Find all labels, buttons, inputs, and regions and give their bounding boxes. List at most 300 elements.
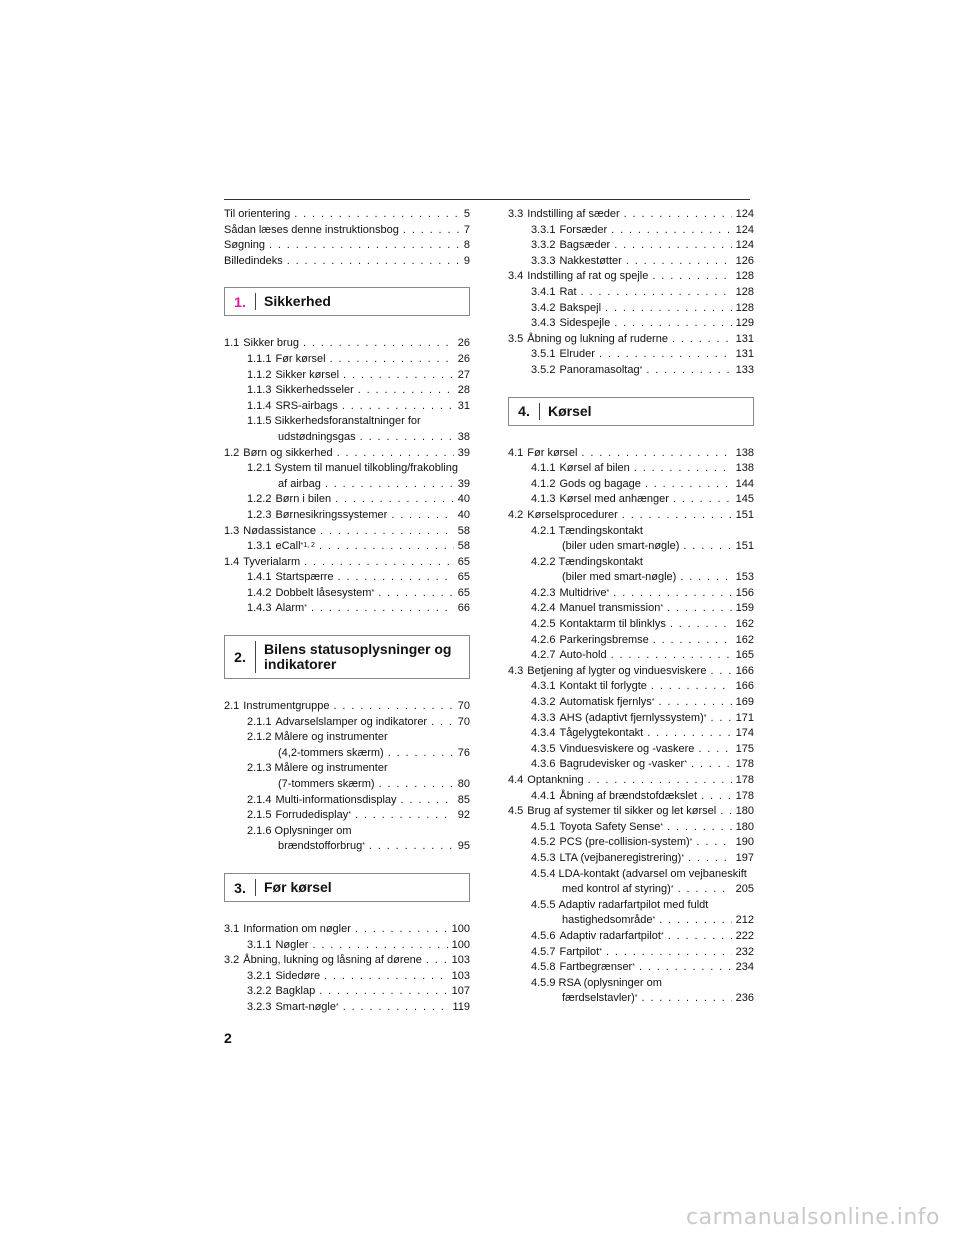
- entry-continuation: [247, 746, 470, 762]
- toc-entry[interactable]: [224, 207, 470, 223]
- toc-heading: [224, 254, 470, 270]
- entry-page: 236: [735, 992, 754, 1005]
- leader-dots: [641, 477, 732, 493]
- entry-number: 3.2.3: [247, 1000, 272, 1013]
- toc-heading: [224, 953, 470, 969]
- footnote-marker: *: [652, 916, 656, 924]
- entry-title: Vinduesviskere og -vaskere: [559, 742, 695, 755]
- toc-entry[interactable]: [224, 238, 470, 254]
- leader-dots: [307, 601, 454, 617]
- entry-page: 65: [457, 586, 470, 599]
- toc-entry[interactable]: [508, 207, 754, 223]
- toc-multiline[interactable]: [531, 898, 754, 929]
- entry-title: Adaptiv radarfartpilot*: [559, 929, 664, 942]
- entry-title: Nøgler: [275, 938, 309, 951]
- toc-heading: [508, 207, 754, 223]
- toc-entry[interactable]: [531, 742, 754, 758]
- entry-number: 4.4: [508, 774, 524, 786]
- toc-subentry: [508, 316, 754, 332]
- toc-entry[interactable]: [531, 633, 754, 649]
- toc-multiline[interactable]: [247, 414, 470, 445]
- entry-continuation: [247, 430, 470, 446]
- toc-subentry: [508, 347, 754, 363]
- entry-number: 3.3.2: [531, 239, 556, 252]
- entry-title: Information om nøgler: [243, 923, 351, 935]
- entry-title: brændstofforbrug*: [278, 840, 365, 853]
- toc-subentry: [508, 929, 754, 945]
- entry-page: 124: [735, 239, 754, 252]
- toc-subentry: [508, 757, 754, 773]
- entry-title: Parkeringsbremse: [559, 633, 649, 646]
- toc-entry[interactable]: [224, 446, 470, 462]
- toc-entry[interactable]: [562, 991, 754, 1007]
- toc-entry[interactable]: [531, 316, 754, 332]
- entry-title: eCall$^{*1, 2}$: [275, 540, 315, 553]
- section-number: 4.: [509, 403, 540, 420]
- toc-entry[interactable]: [508, 773, 754, 789]
- toc-subentry: [508, 648, 754, 664]
- footnote-marker: *: [689, 838, 693, 846]
- entry-number: 4.5: [508, 805, 524, 818]
- entry-page: 27: [457, 368, 470, 381]
- toc-entry[interactable]: [531, 492, 754, 508]
- entry-title-line: [247, 761, 470, 777]
- entry-number: 1.4.3: [247, 602, 272, 615]
- entry-page: 26: [457, 352, 470, 365]
- leader-dots: [384, 746, 454, 762]
- entry-title: Børn og sikkerhed: [243, 446, 333, 459]
- leader-dots: [630, 461, 732, 477]
- entry-title-wrap: [527, 804, 731, 820]
- toc-heading: [224, 238, 470, 254]
- toc-entry[interactable]: [247, 938, 470, 954]
- toc-entry[interactable]: [531, 679, 754, 695]
- entry-title-wrap: [275, 938, 447, 954]
- entry-number: 1.1.1: [247, 352, 272, 365]
- entry-title: Rat: [559, 285, 577, 298]
- section-header-2[interactable]: [224, 635, 470, 679]
- entry-number: 4.5.8: [531, 961, 556, 974]
- leader-dots: [655, 695, 732, 711]
- entry-title: Toyota Safety Sense*: [559, 820, 664, 833]
- entry-number: 3.2.2: [247, 985, 272, 998]
- entry-page: 222: [735, 929, 754, 942]
- section-number: 1.: [225, 293, 256, 310]
- toc-entry[interactable]: [224, 336, 470, 352]
- entry-title-wrap: [559, 648, 731, 664]
- entry-page: 180: [735, 805, 754, 818]
- toc-entry[interactable]: [247, 808, 470, 824]
- entry-page: 166: [735, 680, 754, 693]
- toc-entry[interactable]: [247, 984, 470, 1000]
- toc-entry[interactable]: [531, 757, 754, 773]
- toc-multiline[interactable]: [247, 461, 470, 492]
- entry-page: 212: [735, 914, 754, 927]
- entry-number: 4.1.2: [531, 477, 556, 490]
- toc-heading: [224, 922, 470, 938]
- entry-title-wrap: [559, 851, 731, 867]
- entry-title: Før kørsel: [527, 446, 578, 459]
- toc-heading: [508, 332, 754, 348]
- toc-entry[interactable]: [247, 586, 470, 602]
- entry-number: 2.1.4: [247, 793, 272, 806]
- leader-dots: [676, 570, 731, 586]
- entry-title-wrap: [527, 773, 731, 789]
- entry-number: 3.2.1: [247, 969, 272, 982]
- toc-entry[interactable]: [531, 586, 754, 602]
- toc-entry[interactable]: [531, 347, 754, 363]
- toc-entry[interactable]: [531, 301, 754, 317]
- leader-dots: [315, 539, 454, 555]
- section-header-4[interactable]: [508, 397, 754, 426]
- entry-title-wrap: [275, 586, 453, 602]
- entry-title-wrap: [224, 238, 460, 254]
- toc-entry[interactable]: [247, 715, 470, 731]
- entry-page: 124: [735, 208, 754, 220]
- leader-dots: [595, 347, 732, 363]
- leader-dots: [684, 851, 732, 867]
- toc-subentry: [224, 461, 470, 492]
- toc-subentry: [224, 969, 470, 985]
- leader-dots: [300, 555, 454, 571]
- entry-continuation: [531, 570, 754, 586]
- toc-subentry: [508, 238, 754, 254]
- entry-title: Bakspejl: [559, 301, 602, 314]
- toc-entry[interactable]: [224, 699, 470, 715]
- toc-entry[interactable]: [531, 461, 754, 477]
- entry-title: Børnesikringssystemer: [275, 508, 388, 521]
- entry-number: 3.3.3: [531, 254, 556, 267]
- entry-title-wrap: [527, 664, 731, 680]
- toc-entry[interactable]: [278, 777, 470, 793]
- entry-page: 76: [457, 746, 470, 759]
- toc-subentry: [224, 761, 470, 792]
- entry-title-wrap: [559, 945, 731, 961]
- toc-entry[interactable]: [562, 913, 754, 929]
- entry-continuation: [247, 777, 470, 793]
- toc-subentry: [508, 835, 754, 851]
- entry-title-wrap: [527, 269, 731, 285]
- entry-title-wrap: [559, 601, 731, 617]
- toc-entry[interactable]: [531, 223, 754, 239]
- watermark: carmanualsonline.info: [686, 1205, 940, 1230]
- toc-subentry: [224, 570, 470, 586]
- entry-page: 128: [735, 285, 754, 298]
- entry-title-wrap: [559, 789, 731, 805]
- toc-entry[interactable]: [224, 524, 470, 540]
- leader-dots: [331, 492, 454, 508]
- entry-number: 2.1.2: [247, 731, 275, 744]
- toc-entry[interactable]: [562, 539, 754, 555]
- toc-entry[interactable]: [247, 508, 470, 524]
- toc-entry[interactable]: [224, 555, 470, 571]
- entry-page: 153: [735, 571, 754, 584]
- entry-number: 4.2.1: [531, 524, 559, 537]
- entry-title: Kørsel af bilen: [559, 462, 630, 475]
- toc-multiline[interactable]: [531, 867, 754, 898]
- toc-entry[interactable]: [562, 882, 754, 898]
- toc-entry[interactable]: [531, 960, 754, 976]
- entry-page: 169: [735, 696, 754, 709]
- leader-dots: [663, 820, 732, 836]
- entry-number: 1.4: [224, 555, 240, 568]
- entry-page: 232: [735, 945, 754, 958]
- toc-subentry: [224, 938, 470, 954]
- toc-subentry: [508, 851, 754, 867]
- entry-page: 103: [451, 969, 470, 982]
- toc-entry[interactable]: [531, 851, 754, 867]
- entry-title: Betjening af lygter og vinduesviskere: [527, 664, 707, 677]
- section-header-3[interactable]: [224, 873, 470, 902]
- footnote-marker: *: [670, 885, 674, 893]
- toc-entry[interactable]: [247, 492, 470, 508]
- entry-title: Multi-informationsdisplay: [275, 793, 397, 806]
- toc-subentry: [224, 601, 470, 617]
- toc-entry[interactable]: [224, 223, 470, 239]
- footnote-marker: *: [606, 588, 610, 596]
- toc-entry[interactable]: [247, 570, 470, 586]
- toc-subentry: [508, 898, 754, 929]
- entry-title: LDA-kontakt (advarsel om vejbaneskift: [558, 867, 747, 880]
- leader-dots: [299, 336, 454, 352]
- entry-number: 4.1: [508, 446, 524, 459]
- leader-dots: [602, 945, 732, 961]
- toc-entry[interactable]: [531, 726, 754, 742]
- entry-title-line: [531, 524, 754, 540]
- toc-entry[interactable]: [278, 477, 470, 493]
- entry-number: 1.4.2: [247, 586, 272, 599]
- toc-entry[interactable]: [247, 368, 470, 384]
- toc-entry[interactable]: [531, 238, 754, 254]
- entry-title: Oplysninger om: [274, 824, 352, 837]
- entry-title: Multidrive*: [559, 586, 610, 599]
- entry-title-wrap: [559, 586, 731, 602]
- entry-title: Åbning og lukning af ruderne: [527, 332, 668, 345]
- entry-title-wrap: [559, 223, 731, 239]
- entry-page: 166: [735, 664, 754, 677]
- toc-entry[interactable]: [247, 399, 470, 415]
- toc-section-4: [508, 446, 754, 1007]
- toc-entry[interactable]: [224, 254, 470, 270]
- entry-number: 4.2.6: [531, 633, 556, 646]
- toc-entry[interactable]: [531, 477, 754, 493]
- leader-dots: [648, 269, 731, 285]
- toc-entry[interactable]: [531, 617, 754, 633]
- top-rule: [224, 199, 750, 200]
- leader-dots: [687, 757, 732, 773]
- entry-number: 4.3.5: [531, 742, 556, 755]
- entry-number: 2.1.1: [247, 715, 272, 728]
- toc-entry[interactable]: [531, 601, 754, 617]
- entry-title: Bagsæder: [559, 239, 611, 252]
- footnote-marker: *: [660, 604, 664, 612]
- toc-entry[interactable]: [224, 922, 470, 938]
- leader-dots: [622, 254, 732, 270]
- entry-title-wrap: [559, 960, 731, 976]
- toc-multiline[interactable]: [531, 976, 754, 1007]
- toc-subentry: [224, 984, 470, 1000]
- toc-entry[interactable]: [531, 789, 754, 805]
- toc-entry[interactable]: [247, 383, 470, 399]
- toc-entry[interactable]: [247, 352, 470, 368]
- toc-entry[interactable]: [247, 793, 470, 809]
- toc-subentry: [508, 820, 754, 836]
- leader-dots: [679, 539, 731, 555]
- leader-dots: [606, 586, 731, 602]
- toc-entry[interactable]: [531, 363, 754, 379]
- toc-section-2: [224, 699, 470, 855]
- section-number: 3.: [225, 879, 256, 896]
- entry-number: 1.3.1: [247, 540, 272, 553]
- entry-title: Dobbelt låsesystem*: [275, 586, 375, 599]
- toc-multiline[interactable]: [247, 824, 470, 855]
- toc-subentry: [508, 789, 754, 805]
- leader-dots: [334, 570, 454, 586]
- entry-title: (biler med smart-nøgle): [562, 571, 677, 584]
- toc-entry[interactable]: [508, 804, 754, 820]
- toc-multiline[interactable]: [531, 555, 754, 586]
- toc-multiline[interactable]: [247, 730, 470, 761]
- entry-title: Tændingskontakt: [558, 555, 643, 568]
- entry-page: 175: [735, 742, 754, 755]
- toc-heading: [224, 555, 470, 571]
- entry-title-line: [247, 414, 470, 430]
- toc-subentry: [224, 824, 470, 855]
- toc-entry[interactable]: [508, 664, 754, 680]
- entry-title: Indstilling af rat og spejle: [527, 270, 649, 283]
- entry-title-wrap: [275, 399, 453, 415]
- entry-title: Startspærre: [275, 571, 334, 584]
- toc-entry[interactable]: [278, 430, 470, 446]
- entry-title-wrap: [243, 555, 453, 571]
- leader-dots: [635, 960, 732, 976]
- toc-entry[interactable]: [531, 945, 754, 961]
- entry-page: 156: [735, 586, 754, 599]
- entry-title-line: [247, 730, 470, 746]
- entry-title-wrap: [243, 336, 453, 352]
- footnote-marker: *: [684, 760, 687, 768]
- entry-number: 3.4.2: [531, 301, 556, 314]
- leader-dots: [703, 711, 731, 727]
- entry-title-wrap: [275, 383, 453, 399]
- leader-dots: [290, 207, 460, 223]
- entry-page: 66: [457, 602, 470, 615]
- toc-entry[interactable]: [247, 969, 470, 985]
- entry-continuation: [531, 539, 754, 555]
- footnote-marker: *: [336, 1002, 339, 1010]
- toc-entry[interactable]: [224, 953, 470, 969]
- toc-subentry: [224, 1000, 470, 1016]
- entry-number: 3.5: [508, 332, 524, 345]
- toc-heading: [508, 446, 754, 462]
- toc-multiline[interactable]: [247, 761, 470, 792]
- leader-dots: [669, 492, 732, 508]
- entry-number: 1.1.4: [247, 399, 272, 412]
- entry-page: 119: [452, 1000, 470, 1013]
- entry-page: 39: [457, 477, 470, 490]
- toc-entry[interactable]: [508, 269, 754, 285]
- toc-entry[interactable]: [531, 835, 754, 851]
- section-header-1[interactable]: [224, 287, 470, 316]
- entry-title: Sidespejle: [559, 317, 611, 330]
- entry-number: 4.1.3: [531, 493, 556, 506]
- entry-title: Tågelygtekontakt: [559, 727, 644, 740]
- toc-entry[interactable]: [508, 446, 754, 462]
- entry-title: Tyverialarm: [243, 555, 301, 568]
- leader-dots: [339, 368, 454, 384]
- entry-page: 159: [735, 602, 754, 615]
- toc-subentry: [508, 945, 754, 961]
- toc-entry[interactable]: [508, 332, 754, 348]
- toc-entry[interactable]: [531, 254, 754, 270]
- entry-page: 38: [457, 430, 470, 443]
- entry-number: 4.3: [508, 664, 524, 677]
- entry-number: 4.1.1: [531, 462, 556, 475]
- entry-title-wrap: [278, 477, 454, 493]
- toc-entry[interactable]: [278, 839, 470, 855]
- entry-number: 3.3.1: [531, 223, 556, 236]
- toc-entry[interactable]: [531, 820, 754, 836]
- entry-title: Kontaktarm til blinklys: [559, 618, 666, 631]
- footnote-marker: *: [599, 947, 602, 955]
- toc-subentry: [508, 976, 754, 1007]
- entry-title: Fartbegrænser*: [559, 961, 635, 974]
- toc-entry[interactable]: [247, 1000, 470, 1016]
- toc-column-right: [508, 207, 754, 1007]
- entry-number: 3.3: [508, 208, 524, 220]
- entry-number: 3.5.2: [531, 363, 556, 376]
- toc-entry[interactable]: [531, 929, 754, 945]
- entry-title-wrap: [275, 368, 453, 384]
- entry-title-wrap: [243, 953, 447, 969]
- entry-page: 133: [735, 363, 754, 376]
- entry-page: 138: [735, 446, 754, 459]
- entry-number: 4.2: [508, 508, 524, 521]
- toc-subentry: [508, 617, 754, 633]
- entry-number: 4.5.2: [531, 836, 556, 849]
- entry-title-wrap: [559, 742, 731, 758]
- entry-page: 8: [463, 239, 470, 252]
- toc-entry[interactable]: [531, 285, 754, 301]
- entry-title: Sidedøre: [275, 969, 321, 982]
- entry-title-wrap: [278, 777, 454, 793]
- toc-entry[interactable]: [531, 711, 754, 727]
- entry-page: 7: [463, 223, 470, 236]
- entry-title: Fartpilot*: [559, 945, 602, 958]
- entry-title-wrap: [559, 617, 731, 633]
- toc-entry[interactable]: [247, 539, 470, 555]
- toc-entry[interactable]: [531, 695, 754, 711]
- toc-heading: [224, 207, 470, 223]
- entry-title-wrap: [275, 601, 453, 617]
- toc-entry[interactable]: [278, 746, 470, 762]
- entry-page: 5: [463, 208, 470, 220]
- entry-title-wrap: [559, 301, 731, 317]
- toc-section-3-continued: [508, 207, 754, 379]
- toc-entry[interactable]: [247, 601, 470, 617]
- entry-page: 100: [451, 938, 470, 951]
- entry-number: 4.5.5: [531, 898, 559, 911]
- toc-heading: [508, 664, 754, 680]
- entry-title: af airbag: [278, 477, 321, 490]
- toc-multiline[interactable]: [531, 524, 754, 555]
- leader-dots: [639, 363, 731, 379]
- toc-entry[interactable]: [508, 508, 754, 524]
- entry-title-wrap: [559, 711, 731, 727]
- toc-entry[interactable]: [531, 648, 754, 664]
- toc-entry[interactable]: [562, 570, 754, 586]
- toc-subentry: [508, 524, 754, 555]
